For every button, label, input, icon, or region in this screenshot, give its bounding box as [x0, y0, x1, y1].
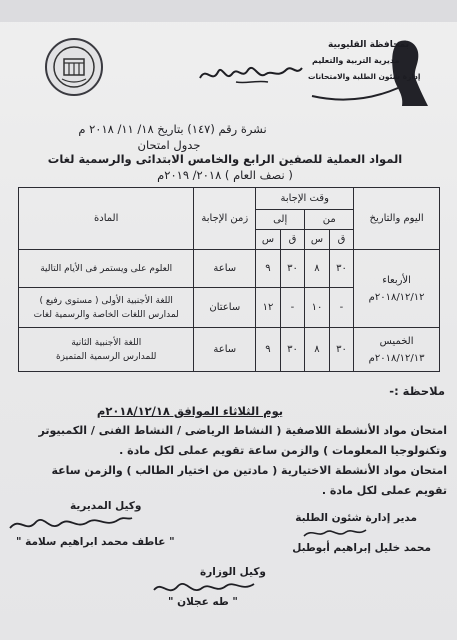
director-title: مدير إدارة شئون الطلبة	[295, 512, 417, 524]
deputy-ministry-title: وكيل الوزارة	[200, 566, 266, 578]
handwritten-signature-top	[196, 58, 306, 88]
to-minute-cell: ٣٠	[280, 250, 304, 288]
notes-line-1: امتحان مواد الأنشطة اللاصفية ( النشاط الرياضى / النشاط الفنى / الكمبيوتر	[38, 424, 447, 437]
subject-line: للمدارس الرسمية المتميزة	[55, 351, 157, 362]
to-hour-cell: ٩	[256, 250, 281, 288]
day-cell	[354, 328, 440, 372]
director-name: محمد خليل إبراهيم أبوطبل	[292, 542, 431, 554]
emblem-icon	[52, 45, 96, 89]
to-minute-cell: -	[280, 288, 304, 328]
header-to-hour: س	[256, 230, 281, 250]
header-subject: المادة	[19, 188, 194, 250]
deputy-directorate-name: " عاطف محمد ابراهيم سلامة "	[16, 536, 175, 548]
subject-line: اللغة الأجنبية الثانية	[71, 337, 142, 348]
schedule-title: جدول امتحان	[137, 138, 201, 152]
from-minute-cell: ٣٠	[329, 328, 353, 372]
subject-cell	[19, 328, 194, 372]
notes-date: يوم الثلاثاء الموافق ٢٠١٨/١٢/١٨م	[96, 404, 284, 418]
subject-line: لمدارس اللغات الخاصة والرسمية لغات	[33, 309, 179, 320]
from-hour-cell: ١٠	[305, 288, 330, 328]
notes-line-3: امتحان مواد الأنشطة الاختيارية ( مادتين من اختيار الطالب ) والزمن ساعة	[51, 464, 447, 477]
to-hour-cell: ١٢	[256, 288, 281, 328]
scan-top-edge	[0, 0, 457, 22]
header-day-date: اليوم والتاريخ	[354, 188, 440, 250]
logo-line-3: إدارة شئون الطلبة والامتحانات	[308, 72, 421, 81]
header-from: من	[305, 210, 354, 230]
notes-line-2: وتكنولوجيا المعلومات ) والزمن ساعة تقويم عملى لكل مادة .	[119, 444, 447, 457]
table-row	[19, 328, 440, 372]
header-from-hour: س	[305, 230, 330, 250]
duration-cell: ساعة	[194, 250, 256, 288]
ministry-emblem-logo	[45, 38, 103, 96]
directorate-logo	[306, 36, 430, 108]
from-minute-cell: ٣٠	[329, 250, 353, 288]
bulletin-number: نشرة رقم (١٤٧) بتاريخ ١٨/ ١١/ ٢٠١٨ م	[78, 122, 267, 136]
from-minute-cell: -	[329, 288, 353, 328]
subject-line: اللغة الأجنبية الأولى ( مستوى رفيع )	[39, 295, 173, 306]
from-hour-cell: ٨	[305, 250, 330, 288]
day-name: الخميس	[379, 335, 414, 347]
deputy-ministry-name: " طه عجلان "	[168, 596, 238, 608]
header-duration: زمن الإجابة	[194, 188, 256, 250]
subject-line: العلوم على ويستمر فى الأيام التالية	[40, 263, 173, 274]
header-to: إلى	[256, 210, 305, 230]
to-hour-cell: ٩	[256, 328, 281, 372]
day-cell	[354, 250, 440, 328]
logo-line-2: بمحافظة القليوبية	[328, 40, 409, 50]
day-date: ٢٠١٨/١٢/١٢م	[368, 291, 425, 303]
deputy-directorate-signature	[6, 510, 136, 538]
term-label: ( نصف العام ) ٢٠١٨/ ٢٠١٩م	[157, 168, 293, 182]
logo-line-1: مديرية التربية والتعليم	[312, 56, 400, 65]
director-signature	[300, 524, 370, 542]
from-hour-cell: ٨	[305, 328, 330, 372]
notes-heading: ملاحظة :-	[389, 384, 445, 398]
notes-line-4: تقويم عملى لكل مادة .	[321, 484, 447, 497]
duration-cell: ساعتان	[194, 288, 256, 328]
schedule-subtitle: المواد العملية للصفين الرابع والخامس الابتدائى والرسمية لغات	[47, 152, 403, 166]
header-answer-time: وقت الإجابة	[256, 188, 354, 210]
table-row	[19, 250, 440, 288]
day-name: الأربعاء	[382, 274, 411, 286]
header-from-minute: ق	[329, 230, 353, 250]
duration-cell: ساعة	[194, 328, 256, 372]
subject-cell	[19, 288, 194, 328]
day-date: ٢٠١٨/١٢/١٣م	[368, 352, 425, 364]
header-to-minute: ق	[280, 230, 304, 250]
subject-cell	[19, 250, 194, 288]
to-minute-cell: ٣٠	[280, 328, 304, 372]
exam-schedule-table	[18, 187, 440, 372]
deputy-directorate-title: وكيل المديرية	[70, 500, 142, 512]
